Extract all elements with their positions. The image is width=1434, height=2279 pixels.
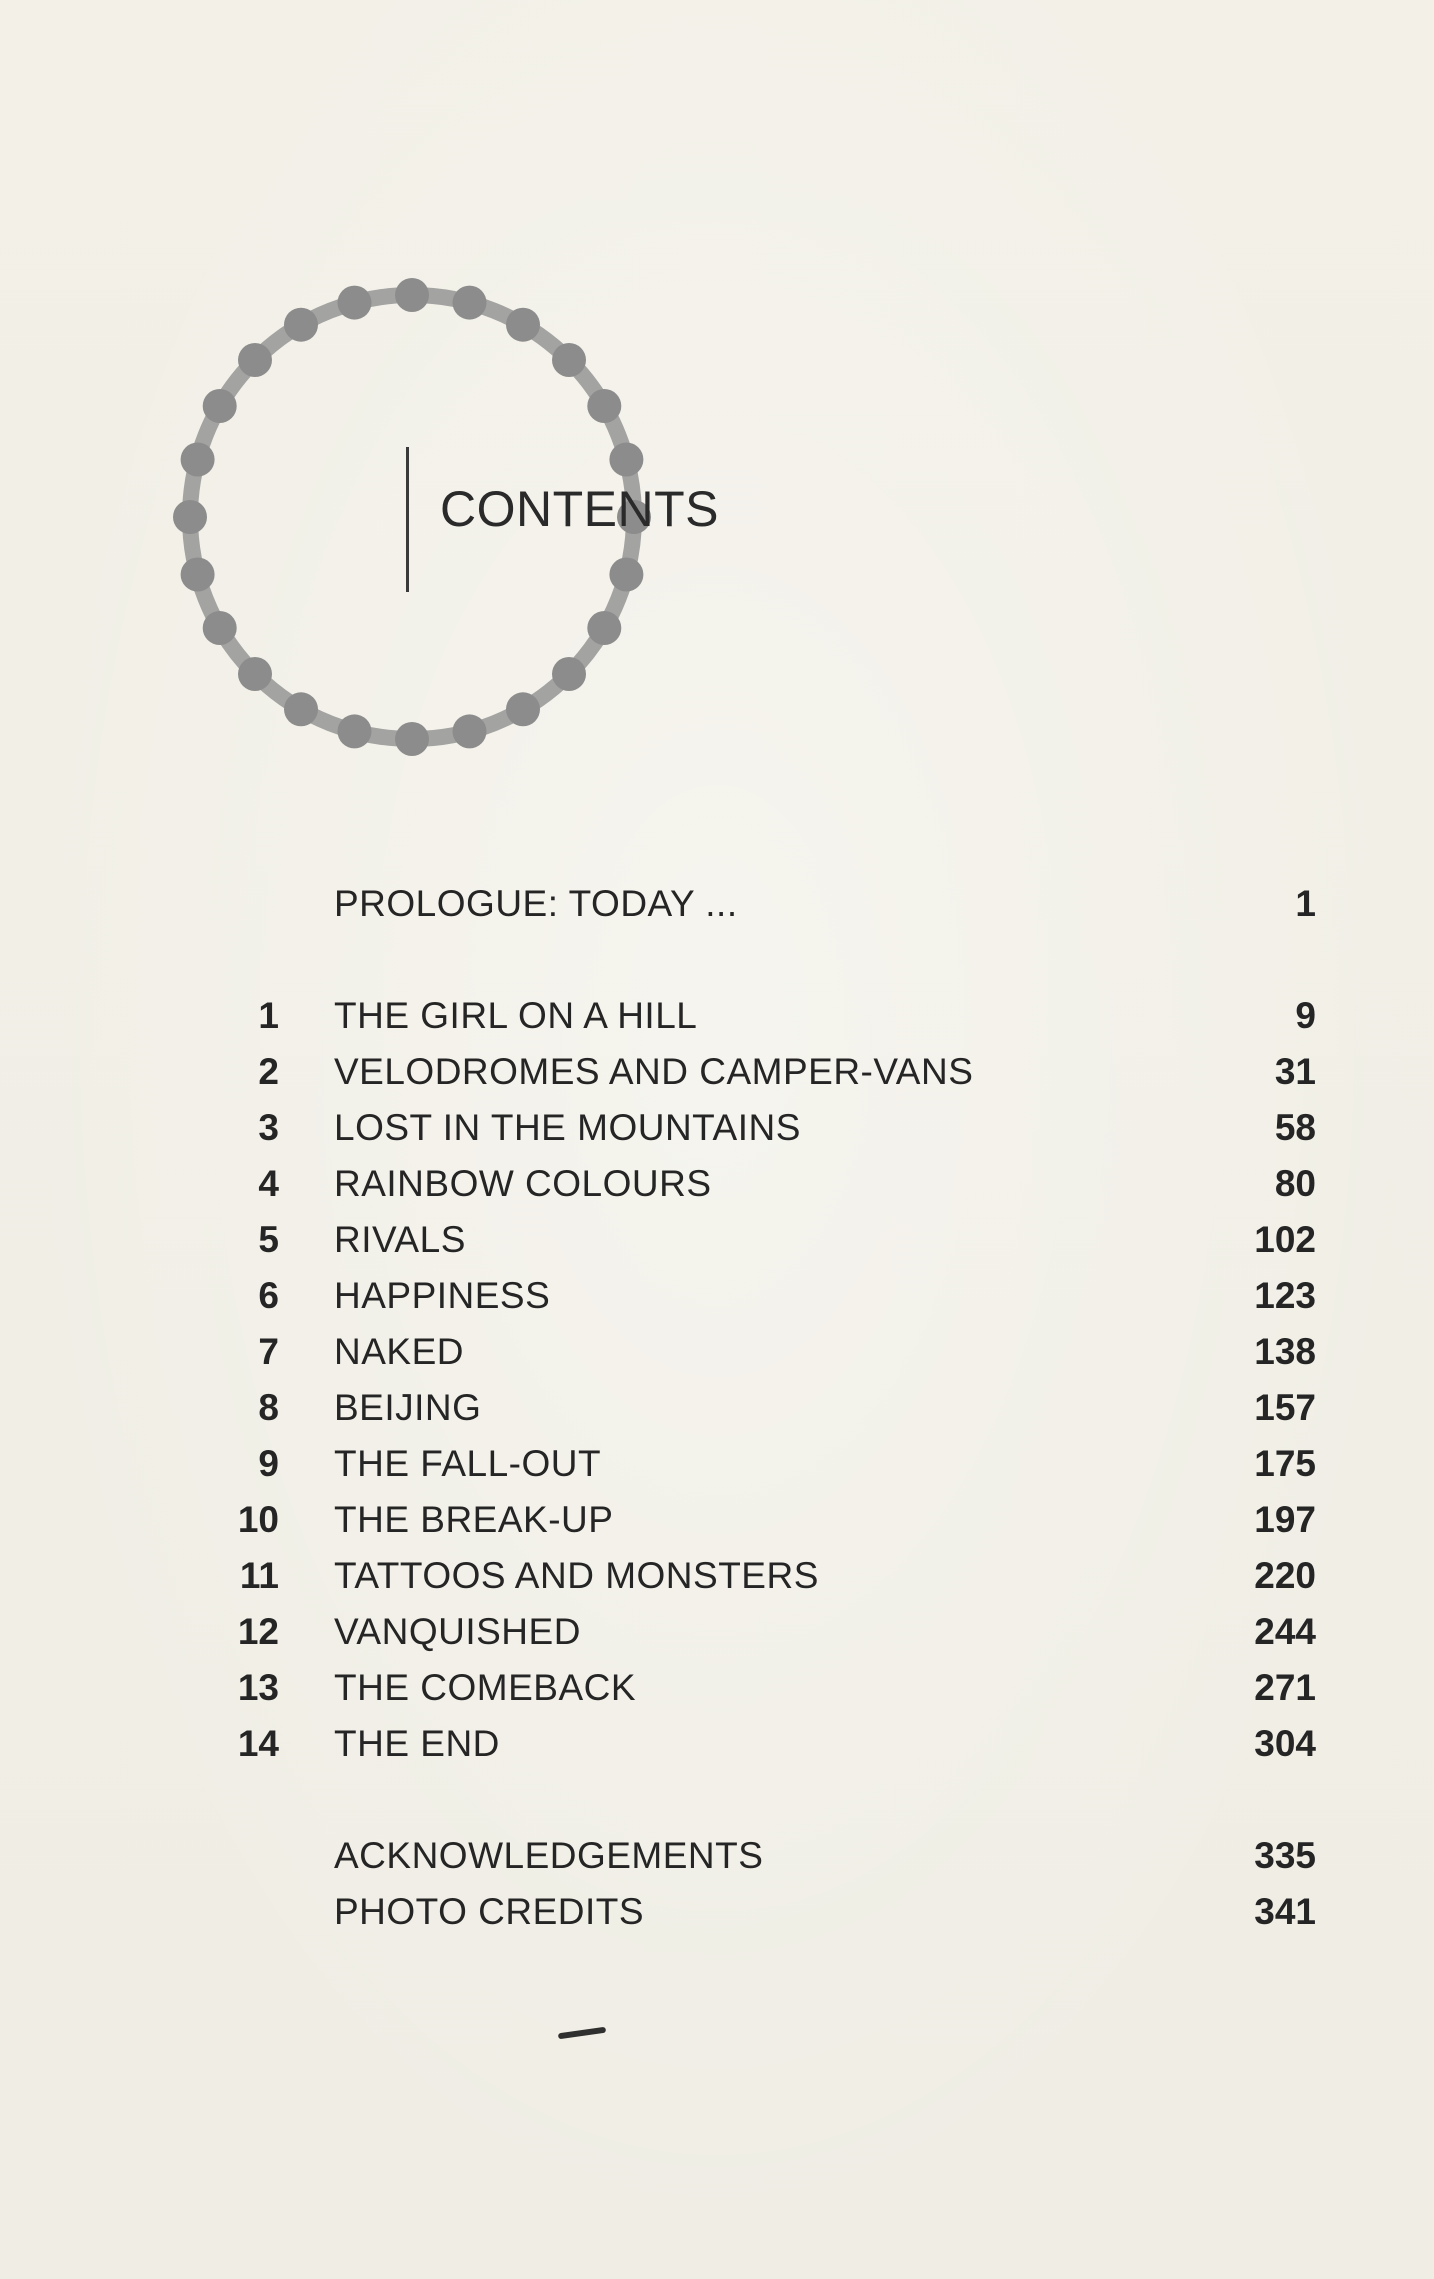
- toc-entry[interactable]: [0, 988, 1434, 1044]
- chain-link: [284, 308, 318, 342]
- toc-entry[interactable]: [0, 1212, 1434, 1268]
- chapter-title: PROLOGUE: TODAY ...: [334, 883, 738, 924]
- chapter-title: THE GIRL ON A HILL: [334, 995, 698, 1036]
- chain-link: [338, 714, 372, 748]
- page-number: 341: [1254, 1891, 1316, 1932]
- chapter-number: 1: [258, 995, 279, 1036]
- toc-entry[interactable]: [0, 1268, 1434, 1324]
- page-number: 58: [1274, 1107, 1316, 1148]
- chapter-title: NAKED: [334, 1331, 464, 1372]
- toc-entry[interactable]: [0, 1044, 1434, 1100]
- chapter-number: 2: [258, 1051, 279, 1092]
- chain-link: [552, 657, 586, 691]
- chapter-title: THE COMEBACK: [334, 1667, 637, 1708]
- chapter-title: VELODROMES AND CAMPER-VANS: [334, 1051, 974, 1092]
- page-number: 138: [1254, 1331, 1316, 1372]
- chapter-title: THE FALL-OUT: [334, 1443, 602, 1484]
- chapter-number: 13: [237, 1667, 279, 1708]
- chain-link: [203, 611, 237, 645]
- chapter-number: 9: [258, 1443, 279, 1484]
- chain-link: [395, 722, 429, 756]
- chain-link: [338, 286, 372, 320]
- page-number: 335: [1254, 1835, 1316, 1876]
- toc-entry[interactable]: [0, 1492, 1434, 1548]
- title-divider: [406, 447, 409, 592]
- chain-link: [453, 714, 487, 748]
- chapter-title: RAINBOW COLOURS: [334, 1163, 712, 1204]
- chain-link: [284, 692, 318, 726]
- page-number: 175: [1254, 1443, 1316, 1484]
- chain-link: [395, 278, 429, 312]
- page-number: 1: [1295, 883, 1316, 924]
- toc-entry[interactable]: [0, 1436, 1434, 1492]
- chapter-title: PHOTO CREDITS: [334, 1891, 645, 1932]
- chain-link: [238, 343, 272, 377]
- chain-link: [203, 389, 237, 423]
- chain-link: [587, 389, 621, 423]
- toc-entry[interactable]: [0, 1156, 1434, 1212]
- page-number: 80: [1274, 1163, 1316, 1204]
- toc-entry[interactable]: [0, 1324, 1434, 1380]
- page-number: 271: [1254, 1667, 1316, 1708]
- chapter-number: 14: [237, 1723, 279, 1764]
- chain-link: [552, 343, 586, 377]
- page-number: 197: [1254, 1499, 1316, 1540]
- chapter-title: HAPPINESS: [334, 1275, 551, 1316]
- chain-link: [173, 500, 207, 534]
- chapter-title: THE END: [334, 1723, 500, 1764]
- toc-entry[interactable]: [0, 1716, 1434, 1772]
- toc-entry[interactable]: [0, 1100, 1434, 1156]
- chain-link: [506, 308, 540, 342]
- chapter-title: ACKNOWLEDGEMENTS: [334, 1835, 764, 1876]
- toc-entry[interactable]: [0, 1548, 1434, 1604]
- chain-link: [587, 611, 621, 645]
- chapter-title: VANQUISHED: [334, 1611, 581, 1652]
- toc-entry[interactable]: [0, 1884, 1434, 1940]
- page-number: 304: [1254, 1723, 1316, 1764]
- chapter-number: 4: [258, 1163, 279, 1204]
- chapter-number: 11: [239, 1555, 279, 1596]
- page-number: 123: [1254, 1275, 1316, 1316]
- chain-link: [181, 443, 215, 477]
- chapter-number: 5: [258, 1219, 279, 1260]
- chapter-number: 7: [258, 1331, 279, 1372]
- chapter-title: BEIJING: [334, 1387, 482, 1428]
- chain-link: [506, 692, 540, 726]
- page-number: 31: [1274, 1051, 1316, 1092]
- toc-entry[interactable]: [0, 1660, 1434, 1716]
- page-number: 220: [1254, 1555, 1316, 1596]
- chapter-title: TATTOOS AND MONSTERS: [334, 1555, 819, 1596]
- page-number: 157: [1254, 1387, 1316, 1428]
- page-number: 244: [1254, 1611, 1316, 1652]
- chain-link: [609, 558, 643, 592]
- chapter-title: THE BREAK-UP: [334, 1499, 614, 1540]
- chain-link: [609, 443, 643, 477]
- chain-link: [238, 657, 272, 691]
- toc-entry[interactable]: [0, 1380, 1434, 1436]
- chapter-number: 6: [258, 1275, 279, 1316]
- toc-entry[interactable]: [0, 876, 1434, 932]
- chapter-number: 3: [258, 1107, 279, 1148]
- toc-entry[interactable]: [0, 1604, 1434, 1660]
- ink-speck: [558, 2027, 606, 2040]
- chain-link: [453, 286, 487, 320]
- page-number: 102: [1254, 1219, 1316, 1260]
- chapter-number: 10: [237, 1499, 279, 1540]
- chain-link: [181, 558, 215, 592]
- chapter-number: 8: [258, 1387, 279, 1428]
- toc-entry[interactable]: [0, 1828, 1434, 1884]
- page-title: CONTENTS: [440, 481, 719, 537]
- chapter-title: RIVALS: [334, 1219, 466, 1260]
- chapter-title: LOST IN THE MOUNTAINS: [334, 1107, 801, 1148]
- chapter-number: 12: [237, 1611, 279, 1652]
- page-number: 9: [1295, 995, 1316, 1036]
